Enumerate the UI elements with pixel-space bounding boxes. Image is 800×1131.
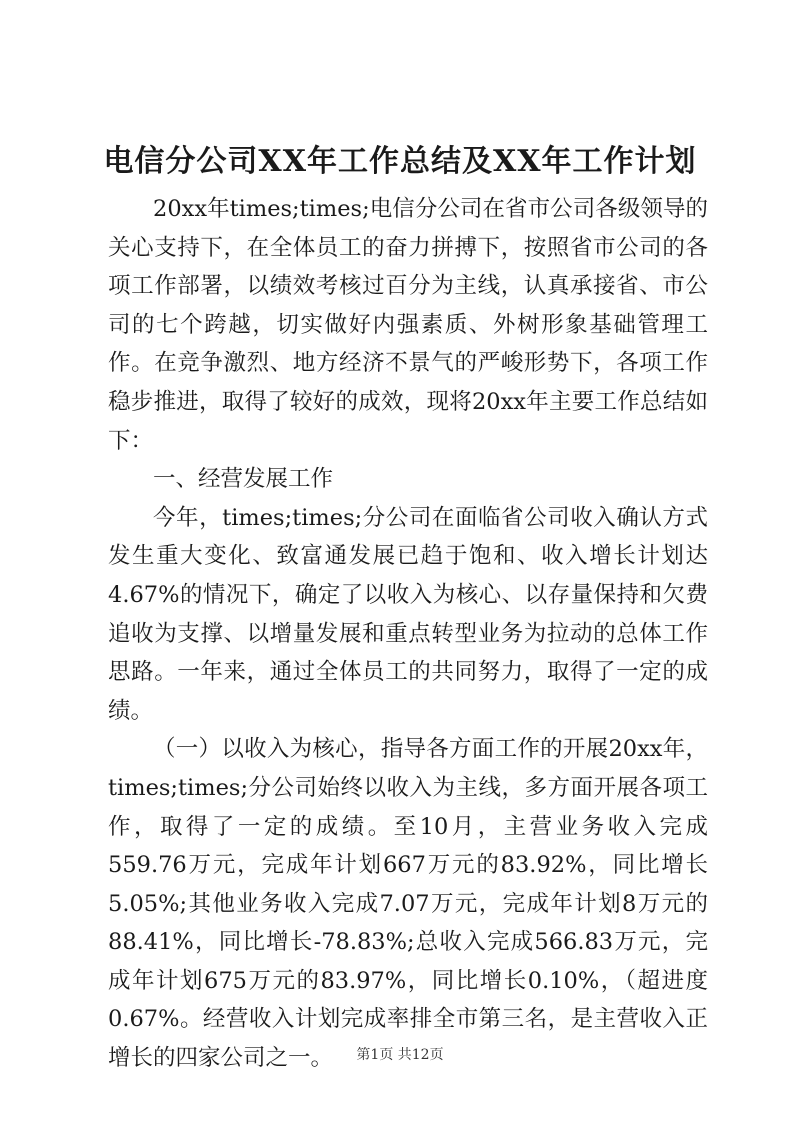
- paragraph-revenue-core: （一）以收入为核心，指导各方面工作的开展20xx年，times;times;分公司始终以收入为主线，多方面开展各项工作，取得了一定的成绩。至10月，主营业务收入完成559.76万元，完成年计划667万元的83.92%，同比增长5.05%;其他业务收入完成7.07万元，完成年计划8万元的88.41%，同比增长-78.83%;总收入完成566.83万元，完成年计划675万元的83.97%，同比增长0.10%，（超进度0.67%。经营收入计划完成率排全市第三名，是主营收入正增长的四家公司之一。: [108, 736, 708, 1072]
- paragraph-intro: 20xx年times;times;电信分公司在省市公司各级领导的关心支持下，在全体员工的奋力拼搏下，按照省市公司的各项工作部署，以绩效考核过百分为主线，认真承接省、市公司的七个跨越，切实做好内强素质、外树形象基础管理工作。在竞争激烈、地方经济不景气的严峻形势下，各项工作稳步推进，取得了较好的成效，现将20xx年主要工作总结如下：: [108, 196, 708, 454]
- page-footer: 第1页 共12页: [356, 1047, 444, 1063]
- document-title: 电信分公司XX年工作总结及XX年工作计划: [103, 144, 697, 179]
- document-body: [108, 190, 708, 1078]
- paragraph-business-overview: 今年，times;times;分公司在面临省公司收入确认方式发生重大变化、致富通发展已趋于饱和、收入增长计划达4.67%的情况下，确定了以收入为核心、以存量保持和欠费追收为支撑、以增量发展和重点转型业务为拉动的总体工作思路。一年来，通过全体员工的共同努力，取得了一定的成绩。: [108, 504, 708, 724]
- section-heading-business: 一、经营发展工作: [153, 466, 334, 493]
